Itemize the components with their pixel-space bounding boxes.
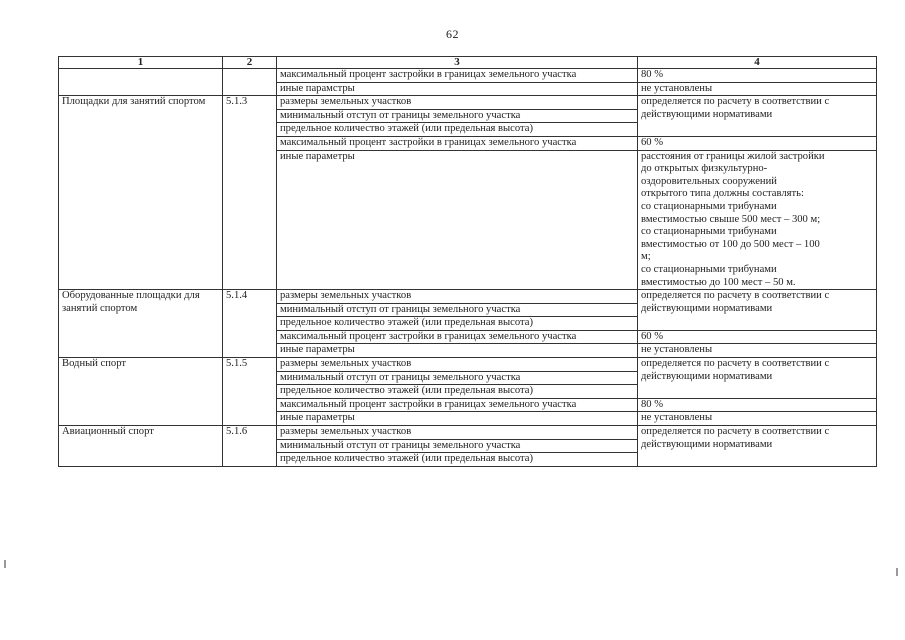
- param-cell: иные параметры: [277, 344, 638, 358]
- distance-line: открытого типа должны составлять:: [641, 188, 804, 200]
- merged-value-cell: определяется по расчету в соответствии с действующими нормативами: [638, 426, 877, 467]
- code-cell: 5.1.5: [223, 358, 277, 426]
- merged-value-cell: определяется по расчету в соответствии с действующими нормативами: [638, 358, 877, 399]
- column-header-4: 4: [638, 57, 877, 69]
- value-cell: не установлены: [638, 82, 877, 96]
- param-cell: предельное количество этажей (или предельная высота): [277, 317, 638, 331]
- distance-line: вместимостью от 100 до 500 мест – 100: [641, 238, 820, 250]
- param-cell: минимальный отступ от границы земельного участка: [277, 371, 638, 385]
- use-type-cell-empty: [59, 69, 223, 96]
- param-cell: размеры земельных участков: [277, 358, 638, 372]
- scan-edge-mark: [896, 568, 898, 576]
- param-cell: минимальный отступ от границы земельного участка: [277, 109, 638, 123]
- column-header-3: 3: [277, 57, 638, 69]
- param-cell: иные параметры: [277, 412, 638, 426]
- param-cell: размеры земельных участков: [277, 96, 638, 110]
- table-row: [59, 426, 877, 440]
- distance-line: м;: [641, 251, 651, 263]
- column-header-2: 2: [223, 57, 277, 69]
- merged-value-cell: определяется по расчету в соответствии с действующими нормативами: [638, 96, 877, 137]
- value-cell: 80 %: [638, 69, 877, 83]
- distance-line: расстояния от границы жилой застройки: [641, 150, 825, 162]
- distance-line: со стационарными трибунами: [641, 263, 777, 275]
- merged-value-cell: определяется по расчету в соответствии с действующими нормативами: [638, 290, 877, 331]
- param-cell: максимальный процент застройки в границах земельного участка: [277, 398, 638, 412]
- param-cell: максимальный процент застройки в границах земельного участка: [277, 136, 638, 150]
- distance-line: со стационарными трибунами: [641, 226, 777, 238]
- column-header-1: 1: [59, 57, 223, 69]
- code-cell: 5.1.6: [223, 426, 277, 467]
- percent-cell: 80 %: [638, 398, 877, 412]
- regulations-table: [58, 56, 877, 467]
- param-cell: минимальный отступ от границы земельного участка: [277, 303, 638, 317]
- use-type-cell: Оборудованные площадки для занятий спортом: [59, 290, 223, 358]
- param-cell: предельное количество этажей (или предельная высота): [277, 385, 638, 399]
- scan-edge-mark: [4, 560, 6, 568]
- use-type-cell: Площадки для занятий спортом: [59, 96, 223, 290]
- percent-cell: 60 %: [638, 330, 877, 344]
- param-cell: максимальный процент застройки в границах земельного участка: [277, 330, 638, 344]
- param-cell: минимальный отступ от границы земельного участка: [277, 439, 638, 453]
- header-row: [59, 57, 877, 69]
- param-cell: иные параметры: [277, 150, 638, 290]
- value-cell: не установлены: [638, 412, 877, 426]
- param-cell: размеры земельных участков: [277, 290, 638, 304]
- table-row: [59, 290, 877, 304]
- distance-line: со стационарными трибунами: [641, 200, 777, 212]
- table-row: [59, 96, 877, 110]
- value-cell: не установлены: [638, 344, 877, 358]
- distance-line: вместимостью свыше 500 мест – 300 м;: [641, 213, 821, 225]
- page-number: 62: [446, 27, 459, 41]
- distance-line: до открытых физкультурно-: [641, 163, 768, 175]
- percent-cell: 60 %: [638, 136, 877, 150]
- distance-line: вместимостью до 100 мест – 50 м.: [641, 276, 796, 288]
- param-cell: предельное количество этажей (или предельная высота): [277, 123, 638, 137]
- use-type-cell: Авиационный спорт: [59, 426, 223, 467]
- param-cell: максимальный процент застройки в границах земельного участка: [277, 69, 638, 83]
- code-cell: 5.1.4: [223, 290, 277, 358]
- table-row: [59, 358, 877, 372]
- param-cell: иные парамстры: [277, 82, 638, 96]
- other-params-cell: [638, 150, 877, 290]
- param-cell: предельное количество этажей (или предельная высота): [277, 453, 638, 467]
- table-row: [59, 69, 877, 83]
- use-type-cell: Водный спорт: [59, 358, 223, 426]
- distance-line: оздоровительных сооружений: [641, 175, 777, 187]
- code-cell: 5.1.3: [223, 96, 277, 290]
- param-cell: размеры земельных участков: [277, 426, 638, 440]
- code-cell-empty: [223, 69, 277, 96]
